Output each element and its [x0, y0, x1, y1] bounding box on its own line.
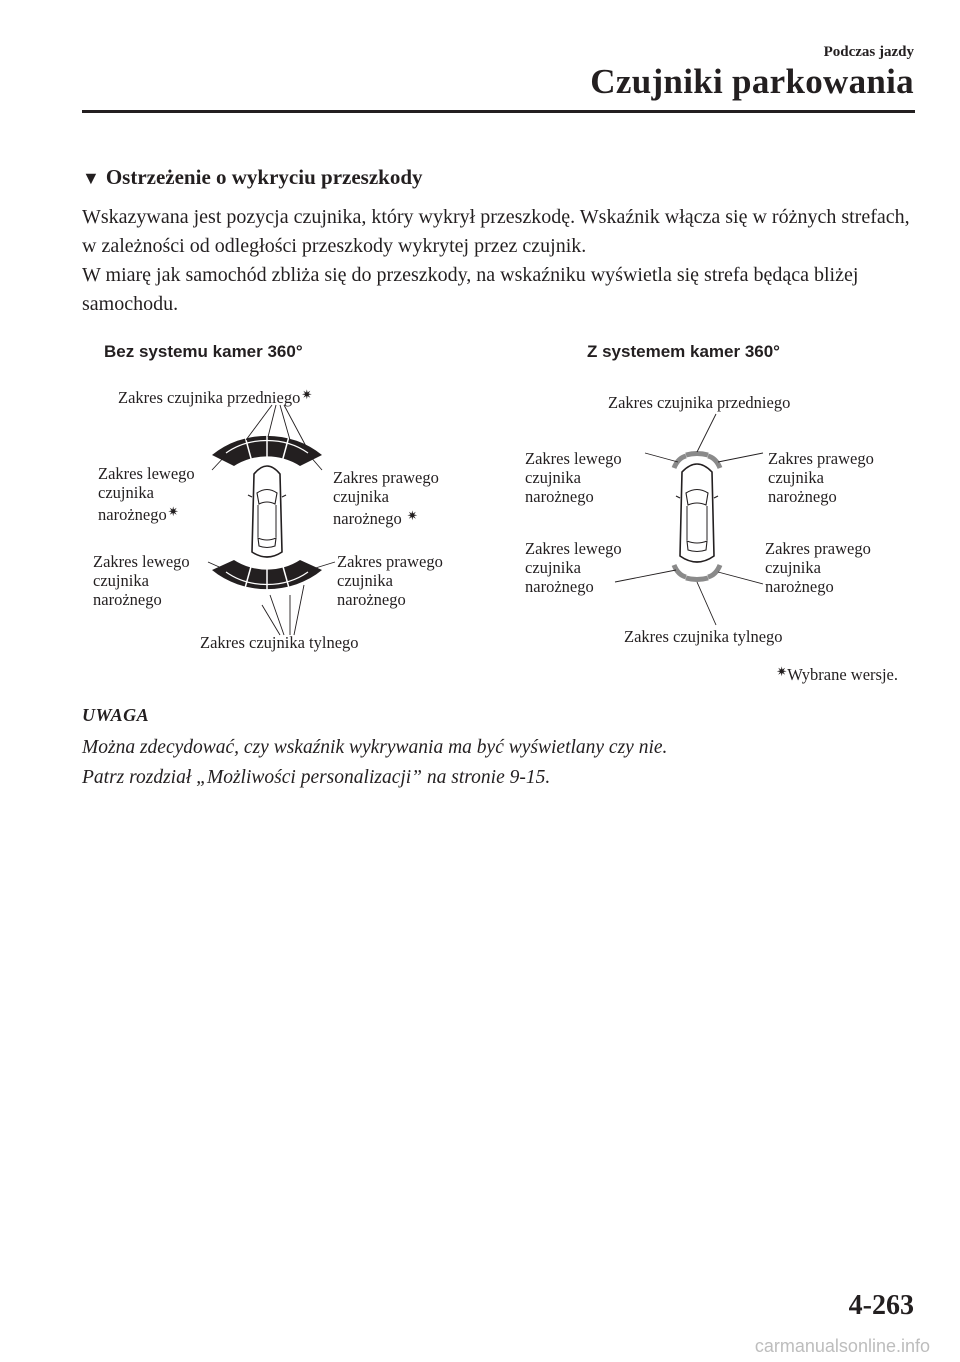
label-front-sensor-right: Zakres czujnika przedniego — [608, 393, 791, 412]
note-line: Można zdecydować, czy wskaźnik wykrywania ma być wyświetlany czy nie. — [82, 737, 668, 758]
label-front-sensor-left: Zakres czujnika przedniego✷ — [118, 387, 313, 407]
diagram-title-left: Bez systemu kamer 360° — [104, 342, 303, 361]
note-heading: UWAGA — [82, 705, 150, 725]
car-top-view — [676, 464, 718, 562]
label-front-left-corner-right: Zakres lewego czujnika narożnego — [525, 449, 622, 506]
chapter-title: Podczas jazdy — [823, 44, 914, 60]
section-heading-text: Ostrzeżenie o wykryciu przeszkody — [105, 165, 423, 189]
page-number: 4-263 — [848, 1290, 914, 1321]
note-text — [82, 733, 667, 793]
paragraph: W miarę jak samochód zbliża się do przeszkody, na wskaźniku wyświetla się strefa będąca bliżej samochodu. — [82, 264, 859, 315]
rear-sensor-segments — [674, 565, 720, 580]
diagram-title-right: Z systemem kamer 360° — [587, 342, 780, 361]
star-icon: ✷ — [776, 664, 788, 679]
star-icon: ✷ — [167, 504, 179, 519]
footnote: ✷Wybrane wersje. — [776, 664, 898, 684]
label-rear-sensor-left: Zakres czujnika tylnego — [200, 633, 359, 652]
star-icon: ✷ — [301, 387, 313, 402]
label-rear-right-corner: Zakres prawego czujnika narożnego — [337, 552, 443, 609]
label-front-left-corner: Zakres lewego czujnika narożnego✷ — [98, 464, 195, 524]
triangle-marker-icon: ▼ — [82, 168, 100, 188]
paragraph: Wskazywana jest pozycja czujnika, który wykrył przeszkodę. Wskaźnik włącza się w różnych strefach, w zależności od odległości przeszkody wykrytej przez czujnik. — [82, 206, 910, 257]
label-rear-left-corner: Zakres lewego czujnika narożnego — [93, 552, 190, 609]
label-front-right-corner-right: Zakres prawego czujnika narożnego — [768, 449, 874, 506]
label-rear-left-corner-right: Zakres lewego czujnika narożnego — [525, 539, 622, 596]
star-icon: ✷ — [406, 508, 418, 523]
label-front-right-corner: Zakres prawego czujnika narożnego ✷ — [333, 468, 439, 528]
watermark: carmanualsonline.info — [754, 1336, 930, 1356]
note-line: Patrz rozdział „Możliwości personalizacji” na stronie 9-15. — [82, 767, 551, 788]
page-title: Czujniki parkowania — [590, 62, 914, 101]
label-rear-right-corner-right: Zakres prawego czujnika narożnego — [765, 539, 871, 596]
label-rear-sensor-right: Zakres czujnika tylnego — [624, 627, 783, 646]
